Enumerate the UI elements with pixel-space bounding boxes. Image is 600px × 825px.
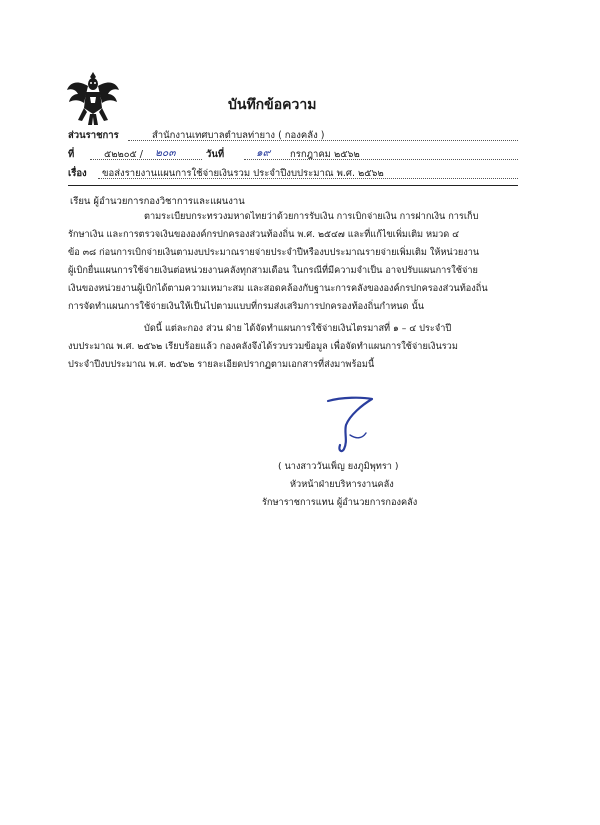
header-divider [68, 185, 518, 186]
salutation: เรียน ผู้อำนวยการกองวิชาการและแผนงาน [70, 196, 245, 207]
date-printed: กรกฎาคม ๒๕๖๒ [290, 149, 360, 160]
number-date-row [68, 147, 518, 163]
paragraph-line: งบประมาณ พ.ศ. ๒๕๖๒ เรียบร้อยแล้ว กองคลังจึงได้รวบรวมข้อมูล เพื่อจัดทำแผนการใช้จ่ายเงินรวม [68, 341, 458, 352]
handwritten-signature-icon [322, 395, 378, 457]
paragraph-line: การจัดทำแผนการใช้จ่ายเงินให้เป็นไปตามแบบที่กรมส่งเสริมการปกครองท้องถิ่นกำหนด นั้น [68, 301, 425, 312]
paragraph-line: เงินของหน่วยงานผู้เบิกได้ตามความเหมาะสม และสอดคล้องกับฐานะการคลังขององค์กรปกครองส่วนท้องถิ่น [68, 283, 488, 294]
number-printed: ๕๒๒๐๕ / [104, 149, 143, 160]
signatory-acting-for: รักษาราชการแทน ผู้อำนวยการกองคลัง [262, 497, 418, 508]
paragraph-line: ข้อ ๓๘ ก่อนการเบิกจ่ายเงินตามงบประมาณรายจ่ายประจำปีหรืองบประมาณรายจ่ายเพิ่มเติม ให้หน่วยงาน [68, 247, 480, 258]
body-paragraph-2 [68, 320, 524, 374]
number-handwritten: ๒๐๓ [155, 147, 176, 159]
document-title: บันทึกข้อความ [228, 97, 317, 113]
paragraph-line: ประจำปีงบประมาณ พ.ศ. ๒๕๖๒ รายละเอียดปรากฏตามเอกสารที่ส่งมาพร้อมนี้ [68, 359, 375, 370]
department-row [68, 128, 518, 144]
subject-value: ขอส่งรายงานแผนการใช้จ่ายเงินรวม ประจำปีงบประมาณ พ.ศ. ๒๕๖๒ [102, 168, 384, 179]
date-label: วันที่ [206, 149, 225, 160]
body-paragraph-1 [68, 208, 524, 316]
number-label: ที่ [68, 149, 75, 160]
garuda-emblem-icon [66, 70, 120, 126]
department-value: สำนักงานเทศบาลตำบลท่ายาง ( กองคลัง ) [152, 130, 325, 141]
paragraph-line: รักษาเงิน และการตรวจเงินขององค์กรปกครองส่วนท้องถิ่น พ.ศ. ๒๕๔๗ และที่แก้ไขเพิ่มเติม หมวด ๔ [68, 229, 460, 240]
department-label: ส่วนราชการ [68, 130, 119, 141]
paragraph-line: บัดนี้ แต่ละกอง ส่วน ฝ่าย ได้จัดทำแผนการใช้จ่ายเงินไตรมาสที่ ๑ – ๔ ประจำปี [144, 323, 452, 334]
signatory-name: ( นางสาววันเพ็ญ ยงภูมิพุทรา ) [278, 461, 399, 472]
paragraph-line: ผู้เบิกยื่นแผนการใช้จ่ายเงินต่อหน่วยงานคลังทุกสามเดือน ในกรณีที่มีความจำเป็น อาจปรับแผนการใช้จ่าย [68, 265, 478, 276]
signatory-position: หัวหน้าฝ่ายบริหารงานคลัง [290, 479, 394, 490]
date-dotted-line [244, 159, 518, 160]
date-handwritten: ๑๙ [256, 147, 271, 159]
subject-row [68, 166, 518, 182]
paragraph-line: ตามระเบียบกระทรวงมหาดไทยว่าด้วยการรับเงิน การเบิกจ่ายเงิน การฝากเงิน การเก็บ [144, 211, 479, 222]
subject-label: เรื่อง [68, 168, 87, 179]
